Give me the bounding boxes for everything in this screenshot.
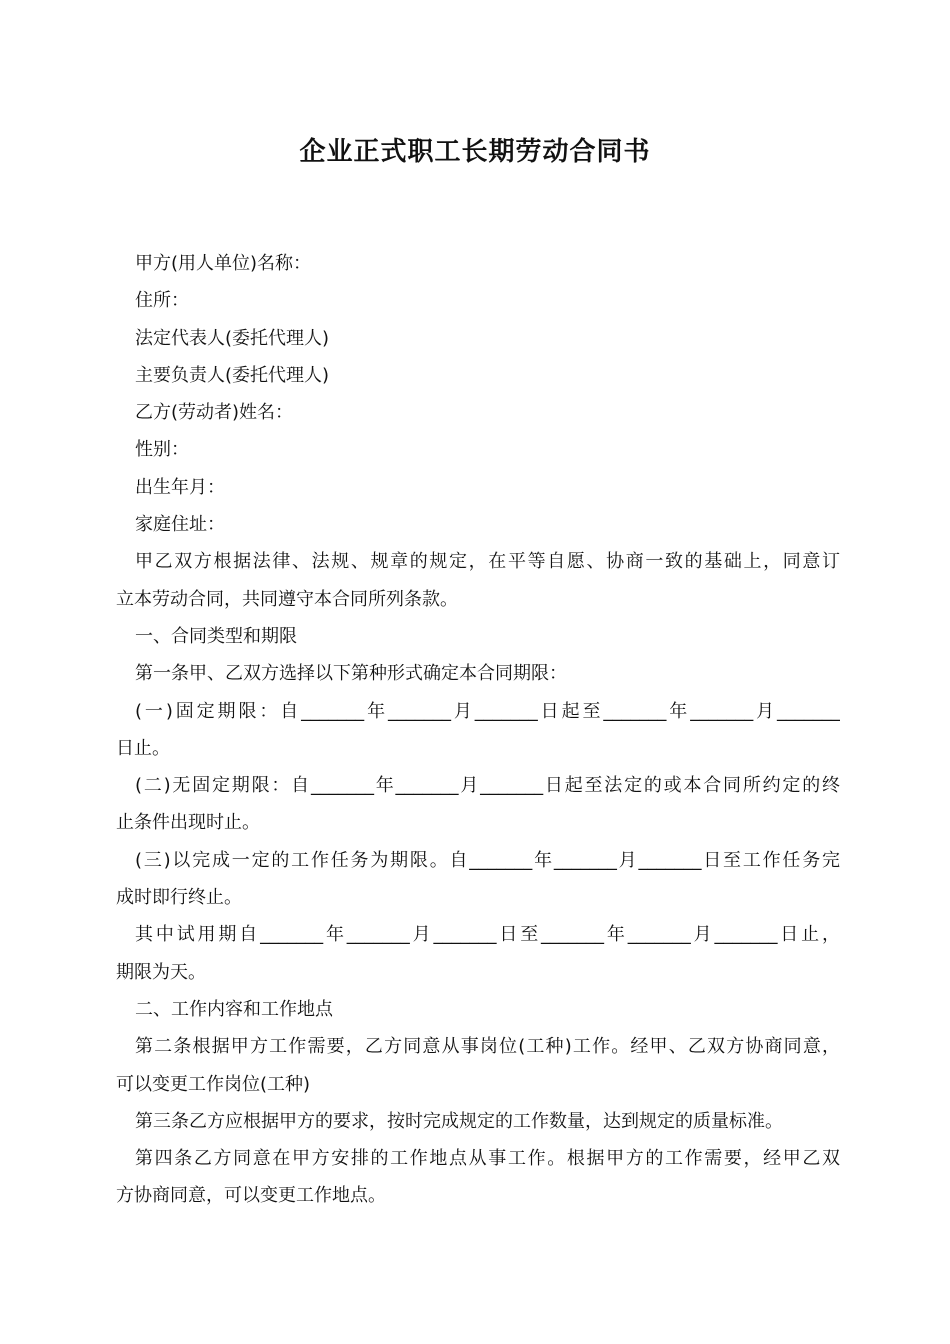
party-a-name-line: 甲方(用人单位)名称： [135,253,312,274]
clause-line: (一)固定期限：自_______年_______月_______日起至_______年_______月_______ [135,700,840,722]
document-body [116,245,840,1215]
home-address-line: 家庭住址： [135,514,225,536]
article-line: 第二条根据甲方工作需要，乙方同意从事岗位(工种)工作。经甲、乙双方协商同意， [135,1036,840,1058]
clause-line: 日止。 [116,737,170,759]
principal-line: 主要负责人(委托代理人) [135,364,330,386]
preamble-line: 立本劳动合同，共同遵守本合同所列条款。 [116,588,458,610]
article-line: 方协商同意，可以变更工作地点。 [116,1185,386,1207]
article-line: 第三条乙方应根据甲方的要求，按时完成规定的工作数量，达到规定的质量标准。 [135,1110,783,1132]
party-a-address-line: 住所： [135,290,189,312]
clause-line: 成时即行终止。 [116,887,242,909]
probation-line: 期限为天。 [116,961,206,983]
document-title: 企业正式职工长期劳动合同书 [299,137,651,167]
clause-line: 止条件出现时止。 [116,812,260,834]
article-line: 第四条乙方同意在甲方安排的工作地点从事工作。根据甲方的工作需要，经甲乙双 [135,1148,840,1170]
article-line: 可以变更工作岗位(工种) [116,1073,311,1095]
party-b-name-line: 乙方(劳动者)姓名： [135,402,294,424]
gender-line: 性别： [135,439,189,461]
section-heading: 二、工作内容和工作地点 [135,998,333,1020]
section-heading: 一、合同类型和期限 [135,625,297,647]
birth-date-line: 出生年月： [135,476,225,498]
clause-line: (三)以完成一定的工作任务为期限。自_______年_______月_______日至工作任务完 [135,849,840,871]
clause-line: (二)无固定期限：自_______年_______月_______日起至法定的或本合同所约定的终 [135,775,840,797]
probation-line: 其中试用期自_______年_______月_______日至_______年_______月_______日止， [135,924,840,946]
legal-representative-line: 法定代表人(委托代理人) [135,327,330,349]
article-line: 第一条甲、乙双方选择以下第种形式确定本合同期限： [135,663,567,685]
preamble-line: 甲乙双方根据法律、法规、规章的规定，在平等自愿、协商一致的基础上，同意订 [135,551,840,573]
